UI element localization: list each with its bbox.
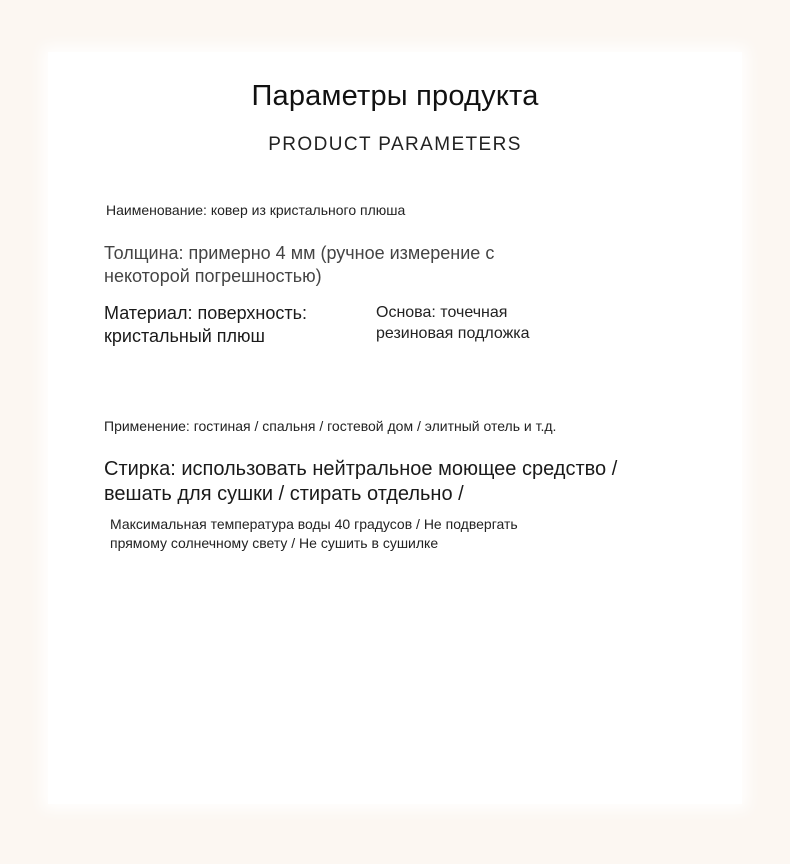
param-base: Основа: точечная резиновая подложка (376, 304, 530, 342)
param-thickness: Толщина: примерно 4 мм (ручное измерение с некоторой погрешностью) (104, 243, 495, 286)
param-name: Наименование: ковер из кристального плюша (106, 202, 406, 218)
page-title: Параметры продукта (251, 80, 539, 112)
page-subtitle: PRODUCT PARAMETERS (268, 134, 522, 155)
param-washing-note: Максимальная температура воды 40 градусов / Не подвергать прямому солнечному свету / Не сушить в сушилке (110, 516, 518, 551)
param-washing: Стирка: использовать нейтральное моющее средство / вешать для сушки / стирать отдельно / (104, 458, 618, 505)
param-usage: Применение: гостиная / спальня / гостевой дом / элитный отель и т.д. (104, 418, 557, 434)
param-material: Материал: поверхность: кристальный плюш (104, 303, 307, 346)
